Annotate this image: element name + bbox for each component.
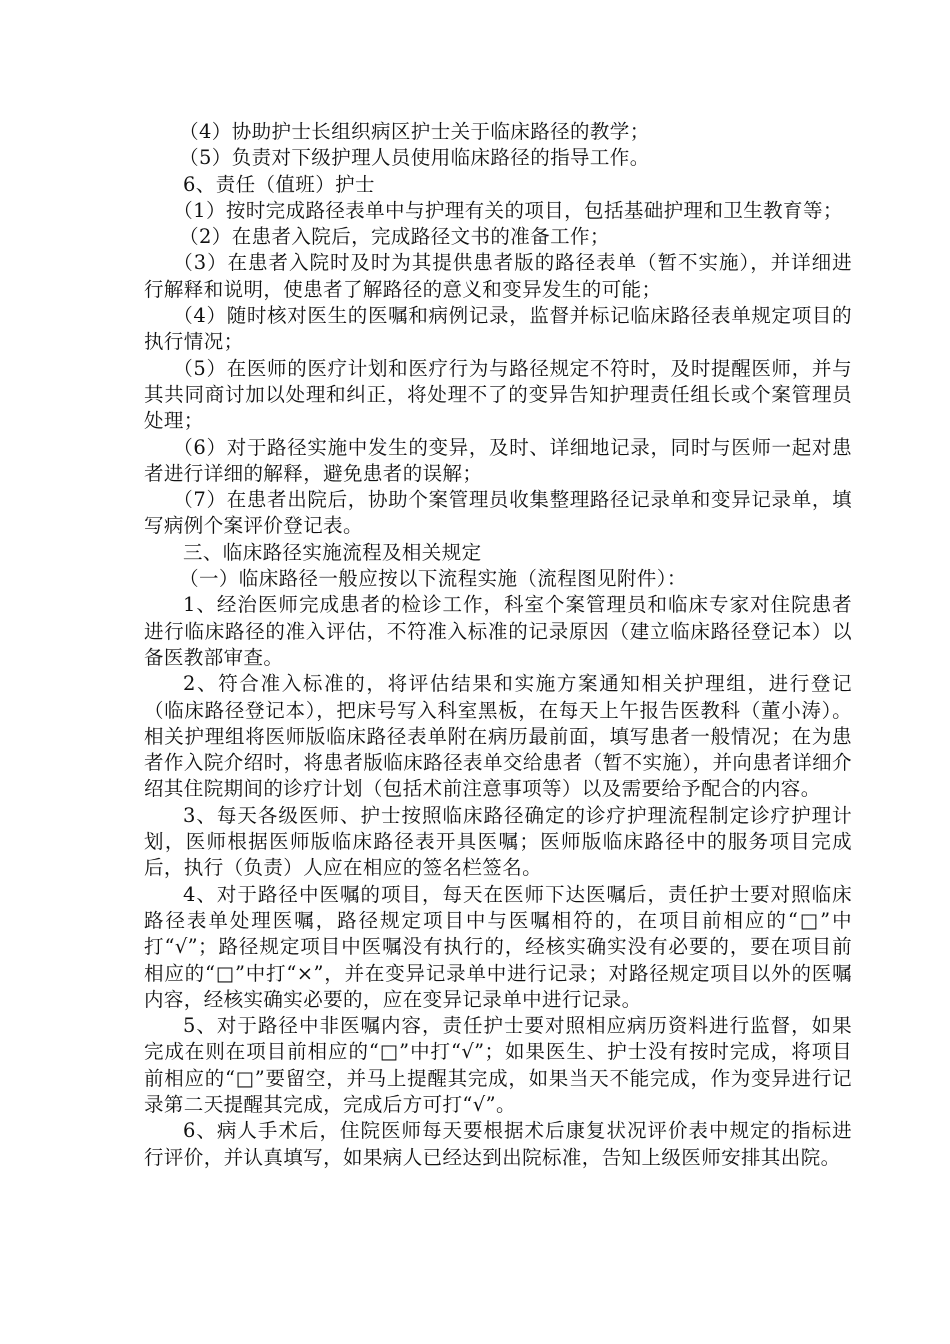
paragraph-flow-2: 2、符合准入标准的，将评估结果和实施方案通知相关护理组，进行登记（临床路径登记本），把床号写入科室黑板，在每天上午报告医教科（董小涛）。相关护理组将医师版临床路径表单附在病历最前面，填写患者一般情况；在为患者作入院介绍时，将患者版临床路径表单交给患者（暂不实施），并向患者详细介绍其住院期间的诊疗计划（包括术前注意事项等）以及需要给予配合的内容。 <box>144 672 852 801</box>
section-heading-3: 三、临床路径实施流程及相关规定 <box>183 540 482 564</box>
paragraph-duty-4: （4）随时核对医生的医嘱和病例记录，监督并标记临床路径表单规定项目的执行情况； <box>144 304 852 354</box>
paragraph-duty-6: （6）对于路径实施中发生的变异，及时、详细地记录，同时与医师一起对患者进行详细的解释，避免患者的误解； <box>144 435 852 485</box>
paragraph-flow-4: 4、对于路径中医嘱的项目，每天在医师下达医嘱后，责任护士要对照临床路径表单处理医嘱，路径规定项目中与医嘱相符的，在项目前相应的“□”中打“√”；路径规定项目中医嘱没有执行的，经核实确实没有必要的，要在项目前相应的“□”中打“×”，并在变异记录单中进行记录；对路径规定项目以外的医嘱内容，经核实确实必要的，应在变异记录单中进行记录。 <box>144 882 852 1011</box>
paragraph-duty-5: （5）在医师的医疗计划和医疗行为与路径规定不符时，及时提醒医师，并与其共同商讨加以处理和纠正，将处理不了的变异告知护理责任组长或个案管理员处理； <box>144 356 852 433</box>
subsection-heading-1: （一）临床路径一般应按以下流程实施（流程图见附件）： <box>179 567 687 591</box>
paragraph-flow-5: 5、对于路径中非医嘱内容，责任护士要对照相应病历资料进行监督，如果完成在则在项目前相应的“□”中打“√”；如果医生、护士没有按时完成，将项目前相应的“□”要留空，并马上提醒其完成，如果当天不能完成，作为变异进行记录第二天提醒其完成，完成后方可打“√”。 <box>144 1014 852 1116</box>
document-body <box>144 119 852 1171</box>
paragraph-5-guidance: （5）负责对下级护理人员使用临床路径的指导工作。 <box>179 146 650 170</box>
paragraph-flow-6: 6、病人手术后，住院医师每天要根据术后康复状况评价表中规定的指标进行评价，并认真填写，如果病人已经达到出院标准，告知上级医师安排其出院。 <box>144 1119 852 1169</box>
paragraph-duty-2: （2）在患者入院后，完成路径文书的准备工作； <box>179 225 610 249</box>
paragraph-duty-7: （7）在患者出院后，协助个案管理员收集整理路径记录单和变异记录单，填写病例个案评价登记表。 <box>144 488 852 538</box>
paragraph-flow-3: 3、每天各级医师、护士按照临床路径确定的诊疗护理流程制定诊疗护理计划，医师根据医师版临床路径表开具医嘱；医师版临床路径中的服务项目完成后，执行（负责）人应在相应的签名栏签名。 <box>144 803 852 880</box>
section-heading-duty-nurse: 6、责任（值班）护士 <box>183 172 375 196</box>
paragraph-duty-1: （1）按时完成路径表单中与护理有关的项目，包括基础护理和卫生教育等； <box>173 198 843 222</box>
paragraph-duty-3: （3）在患者入院时及时为其提供患者版的路径表单（暂不实施），并详细进行解释和说明，使患者了解路径的意义和变异发生的可能； <box>144 251 852 301</box>
paragraph-flow-1: 1、经治医师完成患者的检诊工作，科室个案管理员和临床专家对住院患者进行临床路径的准入评估，不符准入标准的记录原因（建立临床路径登记本）以备医教部审查。 <box>144 593 852 669</box>
paragraph-4-nurse-head-teaching: （4）协助护士长组织病区护士关于临床路径的教学； <box>179 120 650 143</box>
